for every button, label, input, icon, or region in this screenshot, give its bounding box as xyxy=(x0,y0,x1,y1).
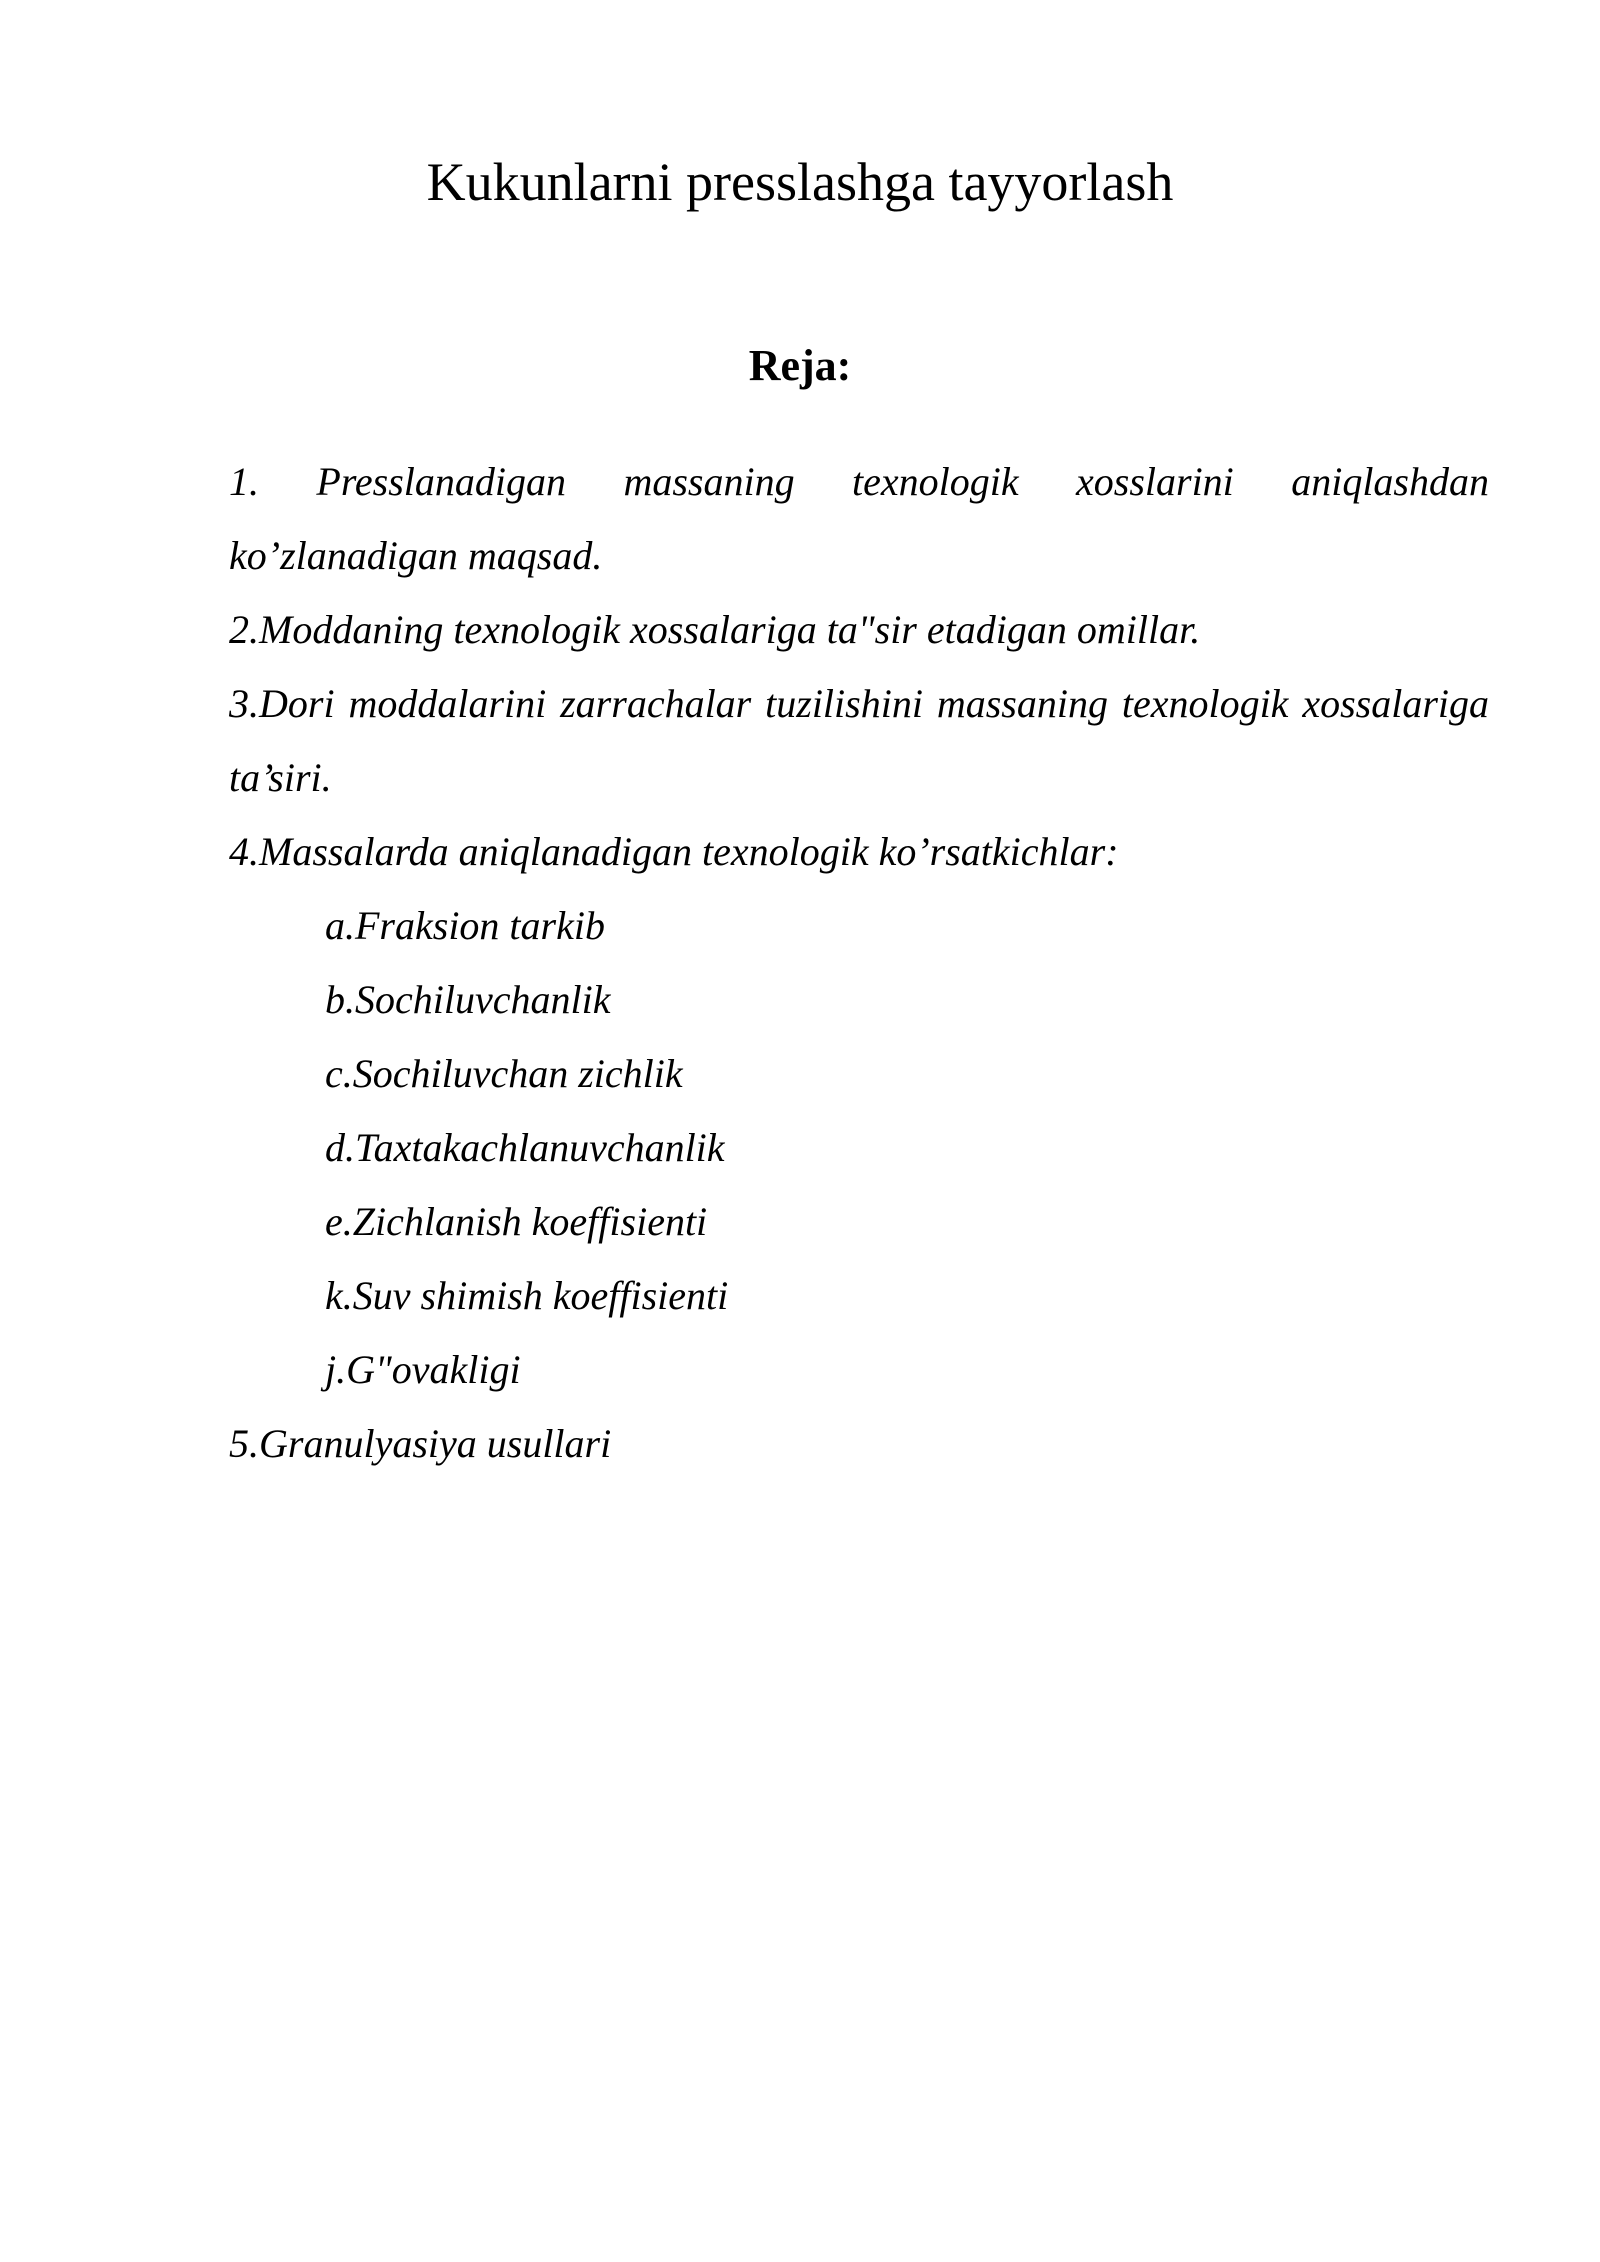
document-title: Kukunlarni presslashga tayyorlash xyxy=(426,152,1174,212)
plan-subitem-b: b.Sochiluvchanlik xyxy=(325,977,611,1022)
plan-item-4: 4.Massalarda aniqlanadigan texnologik ko’rsatkichlar: xyxy=(229,829,1119,874)
plan-subitem-d: d.Taxtakachlanuvchanlik xyxy=(325,1125,725,1170)
plan-subitem-j: j.G"ovakligi xyxy=(325,1347,521,1392)
plan-subitem-k: k.Suv shimish koeffisienti xyxy=(325,1273,729,1318)
plan-item-2: 2.Moddaning texnologik xossalariga ta"sir etadigan omillar. xyxy=(229,607,1201,652)
plan-subitem-a: a.Fraksion tarkib xyxy=(325,903,605,948)
plan-list xyxy=(229,445,1489,1481)
plan-item-3: 3.Dori moddalarini zarrachalar tuzilishini massaning texnologik xossalariga ta’siri. xyxy=(229,681,1489,800)
plan-subitem-e: e.Zichlanish koeffisienti xyxy=(325,1199,708,1244)
plan-item-5: 5.Granulyasiya usullari xyxy=(229,1421,612,1466)
plan-item-1: 1. Presslanadigan massaning texnologik xosslarini aniqlashdan ko’zlanadigan maqsad. xyxy=(229,459,1489,578)
plan-subitem-c: c.Sochiluvchan zichlik xyxy=(325,1051,683,1096)
plan-heading: Reja: xyxy=(748,341,852,390)
